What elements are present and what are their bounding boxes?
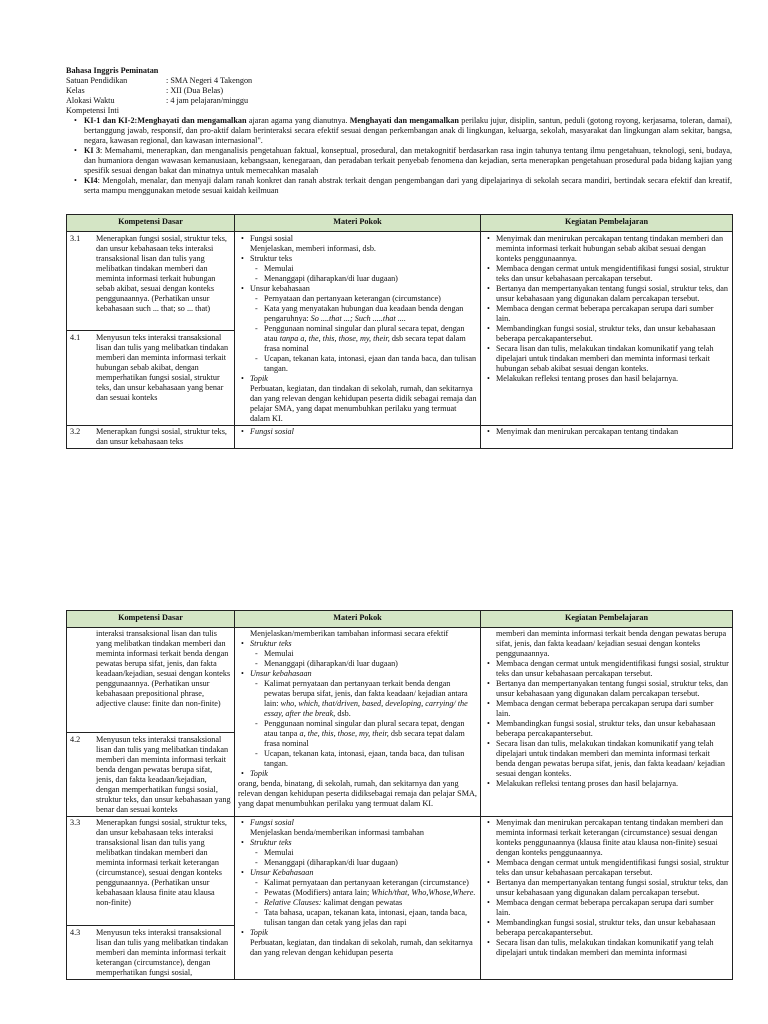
ki-lead: KI4 — [84, 176, 98, 185]
kp-item: • Membaca dengan cermat beberapa percakapan serupa dari sumber lain. — [496, 699, 729, 719]
mp-subitem — [264, 679, 477, 719]
mp-subitem: - Pernyataan dan pertanyaan keterangan (circumstance) — [264, 294, 477, 304]
mp-item — [250, 284, 477, 374]
info-key: Alokasi Waktu — [66, 96, 115, 105]
kp-item: • Membandingkan fungsi sosial, struktur teks, dan unsur kebahasaan beberapa percakapantersebut. — [496, 918, 729, 938]
kd-number: 3.1 — [70, 234, 81, 243]
kp-item: • Bertanya dan mempertanyakan tentang fungsi sosial, struktur teks, dan unsur kebahasaan yang digunakan dalam percakapan tersebut. — [496, 679, 729, 699]
ki-text: perilaku jujur, disiplin, santun, peduli (gotong royong, kerjasama, toleran, damai), bertanggung jawab, responsif, dan pro-aktif dalam berinteraksi secara efektif sesuai dengan perkembangan anak di lingkungan, keluarga, sekolah, masyarakat dan lingkungan alam sekitar, bangsa, negara, kawasan regional, dan kawasan internasional". — [84, 116, 732, 145]
header-materi-pokok: Materi Pokok — [235, 611, 481, 628]
mp-sublist — [250, 848, 477, 868]
mp-item — [250, 818, 477, 838]
mp-subtext: kalimat dengan pewatas — [321, 898, 403, 907]
kd-item — [70, 331, 231, 403]
kd-text: Menerapkan fungsi sosial, struktur teks, dan unsur kebahasaan teks interaksi transaksional lisan dan tulis yang melibatkan tindakan memberi dan meminta informasi terkait keterangan (circumstance), sesuai dengan konteks penggunaannya. (Perhatikan unsur kebahasaan klausa finite atau klausa non-finite) — [96, 818, 227, 907]
kp-list — [484, 659, 729, 789]
mp-subtext: dsb. — [335, 709, 351, 718]
kp-item: • Bertanya dan mempertanyakan tentang fungsi sosial, struktur teks, dan unsur kebahasaan yang digunakan dalam percakapan tersebut. — [496, 878, 729, 898]
kd-number: 4.2 — [70, 735, 81, 744]
kp-cell — [481, 817, 733, 980]
kd-number-spacer — [70, 629, 96, 730]
header-kompetensi-dasar: Kompetensi Dasar — [67, 215, 235, 232]
mp-sublist — [250, 264, 477, 284]
mp-item — [250, 639, 477, 669]
mp-item — [250, 928, 477, 958]
mp-subitem — [264, 888, 477, 898]
mp-cell — [235, 232, 481, 426]
kp-cell — [481, 232, 733, 426]
kd-text: Menyusun teks interaksi transaksional lisan dan tulis yang melibatkan tindakan memberi dan meminta informasi terkait keterangan (circumstance), dengan memperhatikan fungsi sosial, — [96, 928, 229, 977]
table-row — [67, 426, 733, 449]
kp-item: • Membaca dengan cermat beberapa percakapan serupa dari sumber lain. — [496, 898, 729, 918]
kd-cell — [67, 232, 235, 426]
ki-item — [84, 116, 732, 146]
header-kegiatan-pembelajaran: Kegiatan Pembelajaran — [481, 611, 733, 628]
mp-item — [250, 669, 477, 769]
kp-list — [484, 427, 729, 437]
ki-lead-bold: Menghayati dan mengamalkan — [349, 116, 459, 125]
mp-list — [238, 818, 477, 958]
table-header-row — [67, 215, 733, 232]
info-key: Satuan Pendidikan — [66, 76, 128, 85]
kd-text: Menerapkan fungsi sosial, struktur teks, dan unsur kebahasaan teks interaksi transaksional lisan dan tulis yang melibatkan tindakan memberi dan meminta informasi terkait hubungan sebab akibat, sesuai dengan konteks penggunaannya. (Perhatikan unsur kebahasaan such ... that; so ... that) — [96, 234, 227, 313]
info-row — [66, 76, 732, 86]
mp-subtext: Pewatas (Modifiers) antara lain; — [264, 888, 372, 897]
mp-subitem: - Ucapan, tekanan kata, intonasi, ejaan, tanda baca, dan tulisan tangan. — [264, 749, 477, 769]
info-value: : 4 jam pelajaran/minggu — [166, 96, 249, 105]
mp-heading: Unsur kebahasaan — [250, 669, 312, 678]
kd-cell — [67, 426, 235, 449]
mp-text: Menjelaskan benda/memberikan informasi tambahan — [250, 828, 424, 837]
mp-subtext-italic: who, which, that/driven, based, developing, carrying/ the essay, after the break, — [264, 699, 468, 718]
kp-item: • Menyimak dan menirukan percakapan tentang tindakan — [496, 427, 729, 437]
mp-text: orang, benda, binatang, di sekolah, rumah, dan sekitarnya dan yang relevan dengan kehidupan peserta didiksebagai remaja dan pelajar SMA, yang dapat menumbuhkan perilaku yang termuat dalam KI. — [238, 779, 477, 808]
mp-heading: Struktur teks — [250, 639, 292, 648]
kd-text: interaksi transaksional lisan dan tulis yang melibatkan tindakan memberi dan meminta informasi terkait benda dengan pewatas berupa sifat, jenis, dan fakta keadaan/kejadian, sesuai dengan konteks penggunaannya. (Perhatikan unsur kebahasaan prepositional phrase, adjective clause: finite dan non-finite) — [96, 629, 231, 708]
mp-subtext-italic: Which/that, Who,Whose,Where. — [371, 888, 476, 897]
mp-heading: Struktur teks — [250, 254, 293, 263]
kd-item — [70, 733, 231, 815]
mp-subtext: Kalimat pernyataan dan pertanyaan terkait benda dengan pewatas berupa sifat, jenis, dan fakta keadaan/ kejadian antara lain: — [264, 679, 468, 708]
mp-item — [250, 838, 477, 868]
kp-cell — [481, 628, 733, 817]
mp-heading: Topik — [250, 928, 268, 937]
header-kompetensi-dasar: Kompetensi Dasar — [67, 611, 235, 628]
kd-number: 4.1 — [70, 333, 81, 342]
kp-list — [484, 234, 729, 384]
mp-sublist — [250, 878, 477, 928]
mp-subitem: - Tata bahasa, ucapan, tekanan kata, intonasi, ejaan, tanda baca, tulisan tangan dan cetak yang jelas dan rapi — [264, 908, 477, 928]
mp-heading: Unsur kebahasaan — [250, 284, 310, 293]
kd-number: 3.2 — [70, 427, 81, 436]
ki-text: ajaran agama yang dianutnya. — [246, 116, 350, 125]
mp-heading: Fungsi sosial — [250, 234, 293, 243]
mp-subtext: dsb secara tepat dalam frasa nominal — [264, 729, 465, 748]
mp-cell — [235, 817, 481, 980]
mp-list — [238, 639, 477, 779]
kp-item: • Membaca dengan cermat beberapa percakapan serupa dari sumber lain. — [496, 304, 729, 324]
ki-item — [84, 146, 732, 176]
mp-item — [250, 374, 477, 424]
kd-number: 4.3 — [70, 928, 81, 937]
kp-item: • Bertanya dan mempertanyakan tentang fungsi sosial, struktur teks, dan unsur kebahasaan yang digunakan dalam percakapan tersebut. — [496, 284, 729, 304]
kp-cell — [481, 426, 733, 449]
mp-subtext: Penggunaan nominal singular dan plural secara tepat, dengan atau tanpa — [264, 719, 465, 738]
ki-text: : Mengolah, menalar, dan menyaji dalam ranah konkret dan ranah abstrak terkait dengan pengembangan dari yang dipelajarinya di sekolah secara mandiri, bertindak secara efektif dan kreatif, serta mampu menggunakan metode sesuai kaidah keilmuan — [84, 176, 732, 195]
mp-subitem: - Memulai — [264, 264, 477, 274]
mp-heading: Struktur teks — [250, 838, 292, 847]
mp-subitem — [264, 304, 477, 324]
info-key: Kelas — [66, 86, 85, 95]
mp-text: Perbuatan, kegiatan, dan tindakan di sekolah, rumah, dan sekitarnya dan yang relevan dengan kehidupan peserta didik sebagai remaja dan pelajar SMA, yang dapat menumbuhkan perilaku yang termuat dalam KI. — [250, 384, 477, 423]
mp-subitem: - Menanggapi (diharapkan/di luar dugaan) — [264, 858, 477, 868]
table-row — [67, 628, 733, 817]
mp-subitem: - Memulai — [264, 848, 477, 858]
kp-item: • Secara lisan dan tulis, melakukan tindakan komunikatif yang telah dipelajari untuk tindakan memberi dan meminta informasi terkait benda dengan pewatas berupa sifat, jenis, dan fakta keadaan/ kejadian sesuai dengan konteks. — [496, 739, 729, 779]
kd-item — [70, 427, 231, 447]
kp-item-continued: memberi dan meminta informasi terkait benda dengan pewatas berupa sifat, jenis, dan fakta keadaan/ kejadian sesuai dengan konteks penggunaannya. — [496, 629, 727, 658]
kp-item: • Membaca dengan cermat untuk mengidentifikasi fungsi sosial, struktur teks dan unsur kebahasaan percakapan tersebut. — [496, 659, 729, 679]
kp-item: • Secara lisan dan tulis, melakukan tindakan komunikatif yang telah dipelajari untuk tindakan memberi dan meminta informasi — [496, 938, 729, 958]
header-materi-pokok: Materi Pokok — [235, 215, 481, 232]
kp-item: • Membandingkan fungsi sosial, struktur teks, dan unsur kebahasaan beberapa percakapantersebut. — [496, 719, 729, 739]
kp-item: • Membaca dengan cermat untuk mengidentifikasi fungsi sosial, struktur teks dan unsur kebahasaan percakapan tersebut. — [496, 264, 729, 284]
ki-lead: KI 3 — [84, 146, 101, 155]
table-row — [67, 232, 733, 426]
kp-item: • Melakukan refleksi tentang proses dan hasil belajarnya. — [496, 779, 729, 789]
mp-text: Menjelaskan, memberi informasi, dsb. — [250, 244, 376, 253]
mp-subtext: Kata yang menyatakan hubungan dua keadaan benda dengan pengaruhnya: — [264, 304, 464, 323]
mp-item — [250, 427, 477, 437]
mp-subitem: - Menanggapi (diharapkan/di luar dugaan) — [264, 659, 477, 669]
mp-subtext-italic: a, the, this, those, my, their, — [299, 729, 389, 738]
kp-item: • Secara lisan dan tulis, melakukan tindakan komunikatif yang telah dipelajari untuk tindakan memberi dan meminta informasi terkait hubungan sebab akibat sesuai dengan konteks. — [496, 344, 729, 374]
kd-item — [70, 926, 231, 978]
mp-item — [250, 234, 477, 254]
mp-heading: Fungsi sosial — [250, 427, 294, 436]
mp-text: Menjelaskan/memberikan tambahan informasi secara efektif — [250, 629, 449, 638]
kd-text: Menyusun teks interaksi transaksional lisan dan tulis yang melibatkan tindakan memberi dan meminta informasi terkait benda dengan pewatas berupa sifat, jenis, dan fakta keadaan/kejadian, dengan memperhatikan fungsi sosial, struktur teks, dan unsur kebahasaan yang benar dan sesuai konteks — [96, 735, 231, 814]
mp-heading: Unsur Kebahasaan — [250, 868, 314, 877]
mp-item — [250, 254, 477, 284]
mp-subtext: Penggunaan nominal singular dan plural secara tepat, dengan atau — [264, 324, 465, 343]
mp-text: Perbuatan, kegiatan, dan tindakan di sekolah, rumah, dan sekitarnya dan yang relevan dengan kehidupan peserta — [250, 938, 473, 957]
mp-subitem: - Menanggapi (diharapkan/di luar dugaan) — [264, 274, 477, 284]
mp-subitem: - Kalimat pernyataan dan pertanyaan keterangan (circumstance) — [264, 878, 477, 888]
kd-item — [67, 818, 234, 926]
kd-number: 3.3 — [70, 818, 81, 827]
mp-subtext-italic: Relative Clauses: — [264, 898, 322, 907]
kd-text: Menerapkan fungsi sosial, struktur teks, dan unsur kebahasaan teks — [96, 427, 227, 446]
mp-item — [250, 769, 477, 779]
kd-text: Menyusun teks interaksi transaksional lisan dan tulis yang melibatkan tindakan memberi dan meminta informasi terkait hubungan sebab akibat, dengan memperhatikan fungsi sosial, struktur teks, dan unsur kebahasaan yang benar dan sesuai konteks — [96, 333, 229, 402]
mp-cell — [235, 426, 481, 449]
mp-heading: Topik — [250, 374, 268, 383]
kp-item: • Membandingkan fungsi sosial, struktur teks, dan unsur kebahasaan beberapa percakapantersebut. — [496, 324, 729, 344]
mp-sublist — [250, 294, 477, 374]
mp-sublist — [250, 649, 477, 669]
kp-item: • Menyimak dan menirukan percakapan tentang tindakan memberi dan meminta informasi terkait keterangan (circumstance) sesuai dengan konteks penggunaannya (klausa finite atau klausa non-finite) sesuai dengan konteks penggunaannya. — [496, 818, 729, 858]
mp-cell — [235, 628, 481, 817]
ki-heading: Kompetensi Inti — [66, 106, 119, 115]
kd-cell — [67, 628, 235, 817]
mp-subitem — [264, 898, 477, 908]
document-header — [66, 66, 732, 196]
mp-subitem — [264, 719, 477, 749]
kp-list — [484, 818, 729, 958]
table-row — [67, 817, 733, 980]
kp-item: • Menyimak dan menirukan percakapan tentang tindakan memberi dan meminta informasi terkait hubungan sebab akibat sesuai dengan konteks penggunaannya. — [496, 234, 729, 264]
info-value: : XII (Dua Belas) — [166, 86, 224, 95]
kd-item — [67, 234, 234, 331]
info-value: : SMA Negeri 4 Takengon — [166, 76, 253, 85]
header-kegiatan-pembelajaran: Kegiatan Pembelajaran — [481, 215, 733, 232]
mp-subtext-italic: tanpa a, the, this, those, my, their, — [279, 334, 390, 343]
ki-lead-bold: Menghayati dan mengamalkan — [137, 116, 247, 125]
info-row — [66, 96, 732, 106]
mp-subtext: dsb secara tepat dalam frasa nominal — [264, 334, 466, 353]
mp-list — [238, 234, 477, 424]
document-title: Bahasa Inggris Peminatan — [66, 66, 159, 75]
mp-subitem: - Ucapan, tekanan kata, intonasi, ejaan dan tanda baca, dan tulisan tangan. — [264, 354, 477, 374]
ki-list — [66, 116, 732, 196]
table-header-row — [67, 611, 733, 628]
ki-text: : Memahami, menerapkan, dan menganalisis pengetahuan faktual, konseptual, prosedural, dan metakognitif berdasarkan rasa ingin tahunya tentang ilmu pengetahuan, teknologi, seni, budaya, dan humaniora dengan wawasan kemanusiaan, kebangsaan, kenegaraan, dan peradaban terkait penyebab fenomena dan kejadian, serta menerapkan pengetahuan prosedural pada bidang kajian yang spesifik sesuai dengan bakat dan minatnya untuk memecahkan masalah — [84, 146, 732, 175]
mp-subitem: - Memulai — [264, 649, 477, 659]
ki-item — [84, 176, 732, 196]
ki-lead: KI-1 dan KI-2: — [84, 116, 138, 125]
mp-heading: Fungsi sosial — [250, 818, 294, 827]
mp-subtext-italic: So ....that ...; Such .....that .... — [310, 314, 406, 323]
kd-item — [67, 629, 234, 733]
mp-heading: Topik — [250, 769, 268, 778]
kp-item: • Membaca dengan cermat untuk mengidentifikasi fungsi sosial, struktur teks dan unsur kebahasaan percakapan tersebut. — [496, 858, 729, 878]
kd-table-2 — [66, 610, 733, 980]
kp-item: • Melakukan refleksi tentang proses dan hasil belajarnya. — [496, 374, 729, 384]
mp-subitem — [264, 324, 477, 354]
kd-cell — [67, 817, 235, 980]
info-row — [66, 86, 732, 96]
mp-list — [238, 427, 477, 437]
mp-item — [250, 868, 477, 928]
kd-table-1 — [66, 214, 733, 449]
mp-sublist — [250, 679, 477, 769]
